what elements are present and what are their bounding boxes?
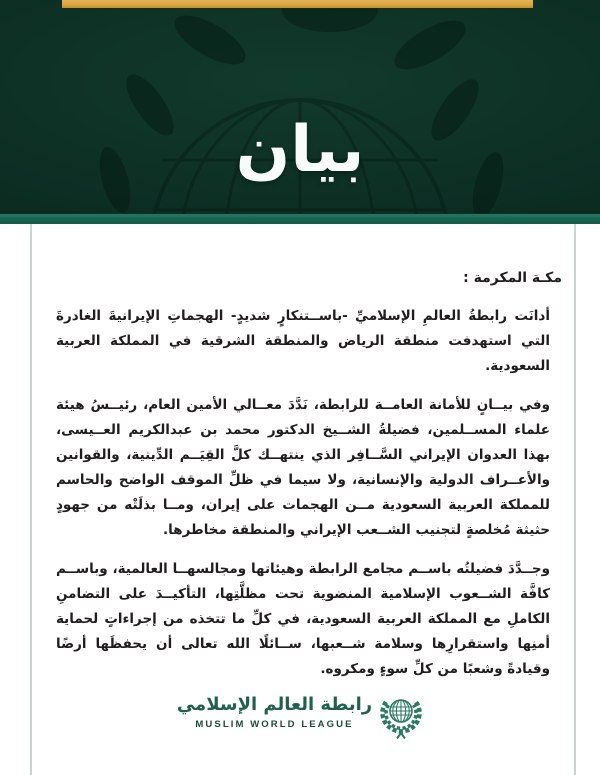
mwl-logo-text bbox=[177, 692, 372, 730]
statement-paragraph: أدانَت رابطةُ العالمِ الإسلاميِّ -باســتنكارٍ شديدٍ- الهجماتِ الإيرانيةَ الغادرةَ التي استهدفت منطقة الرياض والمنطقة الشرقية في المملكة العربية السعودية. bbox=[56, 308, 550, 374]
logo-english-name: MUSLIM WORLD LEAGUE bbox=[195, 719, 354, 730]
logo-arabic-name: رابطة العالم الإسلامي bbox=[176, 694, 373, 715]
header-banner bbox=[0, 0, 600, 214]
mwl-logo bbox=[0, 692, 600, 740]
statement-title: بيان bbox=[235, 113, 365, 187]
statement-paragraph: وفي بيــانٍ للأمانة العامــة للرابطة، نَدَّدَ معــالي الأمين العام، رئيــسُ هيئة علماء المســلمين، فضيلةُ الشــيخ الدكتور محمد بن عبدالكريم العــيسى، بهذا العدوان الإيراني السَّــافِر الذي ينتهــك كلَّ القِيَــم الدِّينية، والقوانين والأعــراف الدولية والإنسانية، ولا سيما في ظلِّ الموقف الواضح والحاسم للمملكة العربية السعودية مــن الهجمات على إيران، ومــا بذلَتْه من جهودٍ حثيثة مُخلصةٍ لتجنيب الشــعب الإيراني والمنطقة مخاطرها. bbox=[56, 397, 550, 538]
globe-wreath-icon bbox=[379, 692, 423, 740]
teal-divider-strip bbox=[0, 214, 600, 224]
statement-paragraph: وجــدَّدَ فضيلتُه باســم مجامع الرابطة وهيئاتها ومجالسهــا العالمية، وباســم كافَّة الشــعوب الإسلامية المنضوية تحت مظلَّتِها، التأكيــدَ على التضامنِ الكاملِ مع المملكة العربية السعودية، في كلِّ ما تتخذه من إجراءاتٍ لحماية أمنِها واستقرارِها وسلامة شــعبها، ســائلًا الله تعالى أن يحفظَها أرضًا وقيادةً وشعبًا من كلِّ سوءٍ ومكروه. bbox=[56, 561, 550, 677]
dateline: مكـة المكرمة : bbox=[463, 270, 562, 286]
top-gold-bar bbox=[62, 0, 533, 8]
statement-paragraphs bbox=[56, 304, 550, 696]
